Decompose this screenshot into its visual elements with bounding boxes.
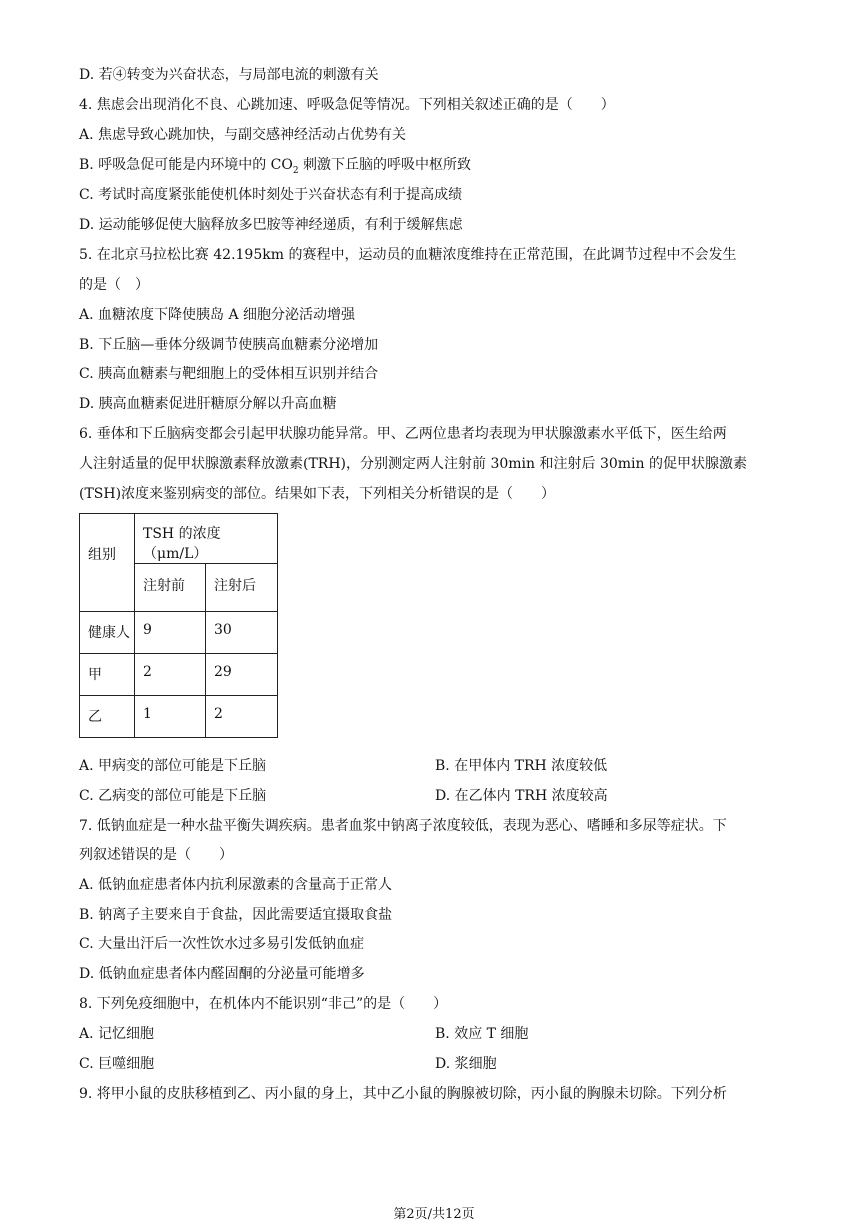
question-5-option-c: C. 胰高血糖素与靶细胞上的受体相互识别并结合	[79, 366, 379, 382]
page-footer: 第2页/共12页	[393, 1207, 475, 1222]
group-header-cell: 组别	[80, 514, 135, 612]
question-7-option-c: C. 大量出汗后一次性饮水过多易引发低钠血症	[79, 936, 365, 952]
question-8-stem: 8. 下列免疫细胞中，在机体内不能识别“非己”的是（ ）	[79, 996, 448, 1012]
table-row	[80, 696, 278, 738]
before-cell: 1	[135, 696, 206, 738]
question-8-option-d: D. 浆细胞	[435, 1056, 497, 1072]
question-6-option-c: C. 乙病变的部位可能是下丘脑	[79, 788, 267, 804]
question-8-option-c: C. 巨噬细胞	[79, 1056, 155, 1072]
after-cell: 29	[206, 654, 278, 696]
question-5-option-d: D. 胰高血糖素促进肝糖原分解以升高血糖	[79, 396, 337, 412]
question-5-option-b: B. 下丘脑—垂体分级调节使胰高血糖素分泌增加	[79, 337, 379, 353]
question-7-option-a: A. 低钠血症患者体内抗利尿激素的含量高于正常人	[79, 877, 393, 893]
tsh-header-cell: TSH 的浓度（μm/L）	[135, 514, 278, 564]
question-5-stem-line-1: 5. 在北京马拉松比赛 42.195km 的赛程中，运动员的血糖浓度维持在正常范围，在此调节过程中不会发生	[79, 247, 737, 263]
question-9-stem-line-1: 9. 将甲小鼠的皮肤移植到乙、丙小鼠的身上，其中乙小鼠的胸腺被切除，丙小鼠的胸腺未切除。下列分析	[79, 1086, 727, 1102]
after-cell: 30	[206, 612, 278, 654]
before-header-cell: 注射前	[135, 564, 206, 612]
question-6-stem-line-1: 6. 垂体和下丘脑病变都会引起甲状腺功能异常。甲、乙两位患者均表现为甲状腺激素水平低下，医生给两	[79, 426, 727, 442]
group-cell: 健康人	[80, 612, 135, 654]
co2-subscript: 2	[292, 165, 299, 176]
question-4-stem: 4. 焦虑会出现消化不良、心跳加速、呼吸急促等情况。下列相关叙述正确的是（ ）	[79, 97, 615, 113]
before-cell: 9	[135, 612, 206, 654]
question-6-stem-line-3: (TSH)浓度来鉴别病变的部位。结果如下表，下列相关分析错误的是（ ）	[79, 486, 556, 502]
after-header-cell: 注射后	[206, 564, 278, 612]
question-6-option-d: D. 在乙体内 TRH 浓度较高	[435, 788, 608, 804]
question-4-option-c: C. 考试时高度紧张能使机体时刻处于兴奋状态有利于提高成绩	[79, 187, 463, 203]
question-4-option-a: A. 焦虑导致心跳加快，与副交感神经活动占优势有关	[79, 127, 407, 143]
question-7-stem-line-2: 列叙述错误的是（ ）	[79, 847, 233, 863]
after-cell: 2	[206, 696, 278, 738]
question-6-stem-line-2: 人注射适量的促甲状腺激素释放激素(TRH)，分别测定两人注射前 30min 和注射后 30min 的促甲状腺激素	[79, 456, 747, 472]
question-7-stem-line-1: 7. 低钠血症是一种水盐平衡失调疾病。患者血浆中钠离子浓度较低，表现为恶心、嗜睡和多尿等症状。下	[79, 818, 727, 834]
question-7-option-b: B. 钠离子主要来自于食盐，因此需要适宜摄取食盐	[79, 907, 393, 923]
group-cell: 乙	[80, 696, 135, 738]
table-row	[80, 654, 278, 696]
question-6-option-b: B. 在甲体内 TRH 浓度较低	[435, 758, 608, 774]
before-cell: 2	[135, 654, 206, 696]
option-b-text-start: B. 呼吸急促可能是内环境中的 CO	[79, 157, 293, 173]
question-7-option-d: D. 低钠血症患者体内醛固酮的分泌量可能增多	[79, 966, 365, 982]
line-q3-option-d: D. 若④转变为兴奋状态，与局部电流的刺激有关	[79, 67, 379, 83]
option-b-text-end: 刺激下丘脑的呼吸中枢所致	[298, 157, 472, 173]
question-4-option-d: D. 运动能够促使大脑释放多巴胺等神经递质，有利于缓解焦虑	[79, 217, 463, 233]
question-5-option-a: A. 血糖浓度下降使胰岛 A 细胞分泌活动增强	[79, 307, 356, 323]
group-cell: 甲	[80, 654, 135, 696]
question-4-option-b	[79, 155, 471, 175]
table-header-row	[80, 514, 278, 564]
question-8-option-b: B. 效应 T 细胞	[435, 1026, 529, 1042]
tsh-concentration-table	[79, 513, 278, 738]
table-row	[80, 612, 278, 654]
question-8-option-a: A. 记忆细胞	[79, 1026, 155, 1042]
question-6-option-a: A. 甲病变的部位可能是下丘脑	[79, 758, 267, 774]
question-5-stem-line-2: 的是（ ）	[79, 277, 149, 293]
